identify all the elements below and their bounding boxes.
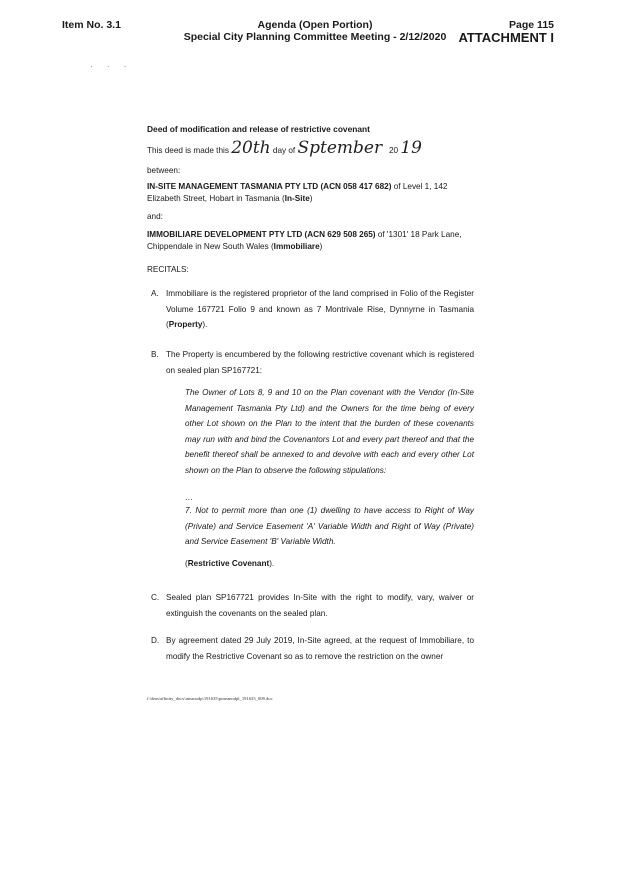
party2-name: IMMOBILIARE DEVELOPMENT PTY LTD (ACN 629 508 265) [147,230,376,239]
recital-d-label: D. [151,636,160,645]
party1-short: In-Site [284,194,310,203]
party2-address: of '1301' 18 Park Lane, Chippendale in New South Wales ( [147,230,462,251]
recital-a-text: Immobiliare is the registered proprietor of the land comprised in Folio of the Register Volume 167721 Folio 9 and known as 7 Montrivale Rise, Dynnyrne in Tasmania ( [166,289,474,329]
recital-d-text: By agreement dated 29 July 2019, In-Site agreed, at the request of Immobiliare, to modify the Restrictive Covenant so as to remove the restriction on the owner [166,636,474,661]
covenant-clause-7: 7. Not to permit more than one (1) dwelling to have access to Right of Way (Private) and Service Easement 'A' Variable Width and Right of Way (Private) and Service Easement 'B' Variable Width. [185,506,474,546]
party1-name: IN-SITE MANAGEMENT TASMANIA PTY LTD (ACN 058 417 682) [147,182,392,191]
item-number: Item No. 3.1 [62,19,121,31]
page-number: Page 115 [509,19,554,31]
recital-c-text: Sealed plan SP167721 provides In-Site with the right to modify, vary, waiver or extinguish the covenants on the sealed plan. [166,593,474,618]
agenda-heading [170,19,460,43]
recital-a [151,286,474,333]
rc-open: ( [185,559,188,568]
recital-c-label: C. [151,593,160,602]
recital-a-bold: Property [168,320,203,329]
made-mid: day of [272,146,296,155]
rc-bold: Restrictive Covenant [187,559,270,568]
recital-d [151,633,474,664]
party-in-site [147,181,474,205]
handwritten-month: Sptember [297,138,383,158]
recital-a-close: ). [202,320,208,329]
file-path-footer: f:\dms\affinity_docs\imsmodp\191635\pimsmodpl_191635_008.doc [147,696,273,701]
agenda-line-1: Agenda (Open Portion) [257,19,373,31]
quote-ellipsis: … [185,493,194,502]
between-label: between: [147,166,181,175]
deed-title: Deed of modification and release of restrictive covenant [147,124,370,134]
scan-specks: · · · [90,62,133,71]
recitals-heading: RECITALS: [147,265,189,274]
recital-a-label: A. [151,289,159,298]
made-prefix: This deed is made this [147,146,229,155]
agenda-line-2: Special City Planning Committee Meeting - 2/12/2020 [183,31,447,43]
attachment-label: ATTACHMENT I [458,30,554,45]
and-label: and: [147,212,163,221]
made-year-prefix: 20 [388,146,399,155]
party2-short: Immobiliare [273,242,320,251]
party-immobiliare [147,229,474,253]
handwritten-year: 19 [400,138,422,158]
covenant-quote: The Owner of Lots 8, 9 and 10 on the Plan covenant with the Vendor (In-Site Management Tasmania Pty Ltd) and the Owners for the time being of every other Lot shown on the Plan to the intent that the burden of these covenants may run with and bind the Covenantors Lot and every part thereof and that the benefit thereof shall be annexed to and devolve with each and every other Lot shown on the Plan to observe the following stipulations: [185,388,474,475]
page-info [458,19,554,45]
recital-b-label: B. [151,350,159,359]
restrictive-covenant-def [185,559,274,568]
recital-b [151,347,474,378]
party2-close: ) [319,242,323,251]
handwritten-day: 20th [231,138,271,158]
recital-b-text: The Property is encumbered by the following restrictive covenant which is registered on sealed plan SP167721: [166,350,474,375]
rc-close: ). [269,559,275,568]
party1-address: of Level 1, 142 Elizabeth Street, Hobart in Tasmania ( [147,182,448,203]
recital-c [151,590,474,621]
party1-close: ) [309,194,313,203]
